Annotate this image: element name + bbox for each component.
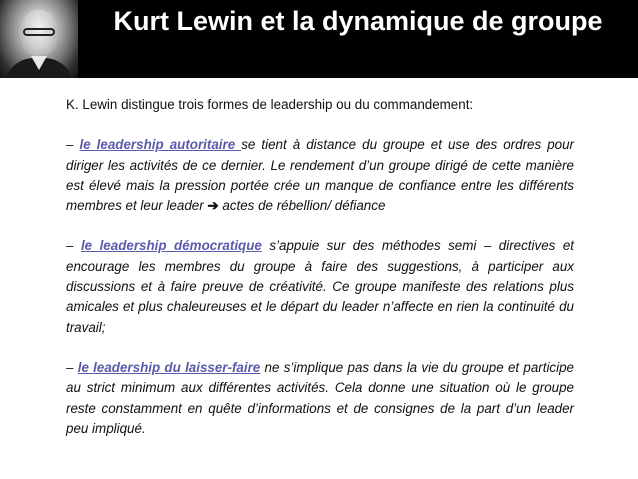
slide-content: [66, 95, 574, 459]
arrow-right-icon: ➔: [207, 198, 219, 214]
paragraph-autoritaire: [66, 135, 574, 216]
paragraph-tail: actes de rébellion/ défiance: [218, 198, 386, 214]
term-autoritaire-link[interactable]: le leadership autoritaire: [79, 137, 242, 153]
paragraph-democratique: [66, 236, 574, 337]
portrait-glasses: [23, 28, 55, 36]
portrait-photo: [0, 0, 78, 78]
term-laisser-faire-link[interactable]: le leadership du laisser-faire: [77, 359, 261, 375]
dash: –: [66, 359, 78, 375]
paragraph-text: ne s’implique pas dans la vie du groupe et participe au strict minimum aux différentes activités. Cela donne une situation où le groupe reste constamment en quête d’informations et de consignes de la part d’un leader peu impliqué.: [66, 359, 574, 436]
intro-text: K. Lewin distingue trois formes de leadership ou du commandement:: [66, 97, 474, 112]
term-democratique-link[interactable]: le leadership démocratique: [80, 238, 262, 254]
paragraph-laisser-faire: [66, 358, 574, 439]
dash: –: [66, 238, 81, 254]
paragraph-text: se tient à distance du groupe et use des ordres pour diriger les activités de ce dernier. Le rendement d’un groupe dirigé de cette manière est élevé mais la pression portée crée un manque de confiance entre les différents membres et leur leader: [66, 137, 575, 214]
paragraph-text: s’appuie sur des méthodes semi – directives et encourage les membres du groupe à faire des suggestions, à participer aux discussions et à faire preuve de créativité. Ce groupe manifeste des relations plus amicales et plus chaleureuses et le départ du leader n’affecte en rien la continuité du travail;: [66, 238, 574, 335]
slide-title: Kurt Lewin et la dynamique de groupe: [113, 6, 603, 36]
header-bar: [0, 0, 638, 78]
dash: –: [66, 137, 80, 153]
